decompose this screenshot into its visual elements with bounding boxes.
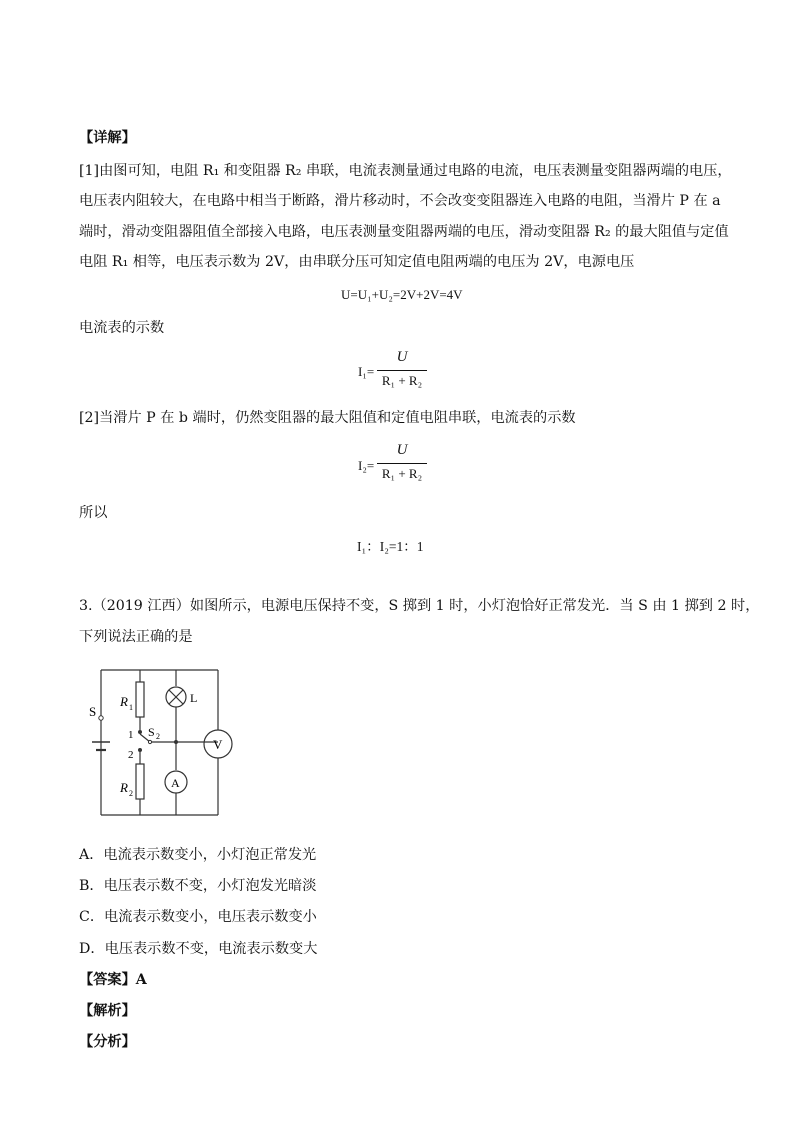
equation-i1-denominator: R₁ + R₂ <box>381 373 423 388</box>
para1-line-3: 端时，滑动变阻器阻值全部接入电路，电压表测量变阻器两端的电压，滑动变阻器 R₂ 的最大阻值与定值 <box>79 224 729 240</box>
label-position-2: 2 <box>128 749 134 761</box>
equation-i1-lhs: I₁= <box>358 364 375 379</box>
ratio-equation: I₁：I₂=1：1 <box>357 539 424 554</box>
label-r1: R <box>120 694 128 709</box>
label-lamp: L <box>190 691 198 705</box>
para1-line-1: [1]由图可知，电阻 R₁ 和变阻器 R₂ 串联，电流表测量通过电路的电流，电压表测量变阻器两端的电压， <box>79 163 732 179</box>
equation-i2-lhs: I₂= <box>358 458 375 473</box>
source-voltage-equation: U=U₁+U₂=2V+2V=4V <box>341 287 463 302</box>
equation-i1-numerator: U <box>396 349 408 365</box>
analysis-heading: 【解析】 <box>79 1003 136 1019</box>
equation-i2-fraction <box>377 442 427 486</box>
option-a: A．电流表示数变小，小灯泡正常发光 <box>79 847 317 863</box>
label-voltmeter: V <box>213 737 223 752</box>
label-r2-sub: 2 <box>129 789 133 798</box>
label-s2: S <box>148 725 155 739</box>
label-position-1: 1 <box>128 729 134 741</box>
label-s2-sub: 2 <box>156 732 160 741</box>
option-b: B．电压表示数不变，小灯泡发光暗淡 <box>79 878 317 894</box>
equation-i2-numerator: U <box>396 442 408 458</box>
equation-i1-fraction <box>377 349 427 393</box>
para1-line-4: 电阻 R₁ 相等，电压表示数为 2V，由串联分压可知定值电阻两端的电压为 2V，电源电压 <box>79 254 635 270</box>
option-d: D．电压表示数不变，电流表示数变大 <box>79 941 318 957</box>
circuit-diagram <box>88 660 258 820</box>
option-c: C．电流表示数变小，电压表示数变小 <box>79 909 317 925</box>
equation-i2-denominator: R₁ + R₂ <box>381 466 423 481</box>
equation-i2-bar <box>377 463 427 464</box>
para2: [2]当滑片 P 在 b 端时，仍然变阻器的最大阻值和定值电阻串联，电流表的示数 <box>79 410 576 426</box>
so-label: 所以 <box>79 505 108 521</box>
label-s1: S <box>89 704 97 719</box>
equation-i1-bar <box>377 370 427 371</box>
label-r2: R <box>120 780 128 795</box>
answer: 【答案】A <box>79 972 147 988</box>
label-ammeter: A <box>171 776 180 790</box>
current-label: 电流表的示数 <box>79 320 165 336</box>
fenxi-heading: 【分析】 <box>79 1034 136 1050</box>
question-line-1: 3.（2019 江西）如图所示，电源电压保持不变，S 掷到 1 时，小灯泡恰好正常发光．当 S 由 1 掷到 2 时， <box>79 598 760 614</box>
detail-heading: 【详解】 <box>79 130 136 146</box>
question-line-2: 下列说法正确的是 <box>79 629 193 645</box>
label-r1-sub: 1 <box>129 703 133 712</box>
para1-line-2: 电压表内阻较大，在电路中相当于断路，滑片移动时，不会改变变阻器连入电路的电阻，当滑片 P 在 a <box>79 193 721 209</box>
